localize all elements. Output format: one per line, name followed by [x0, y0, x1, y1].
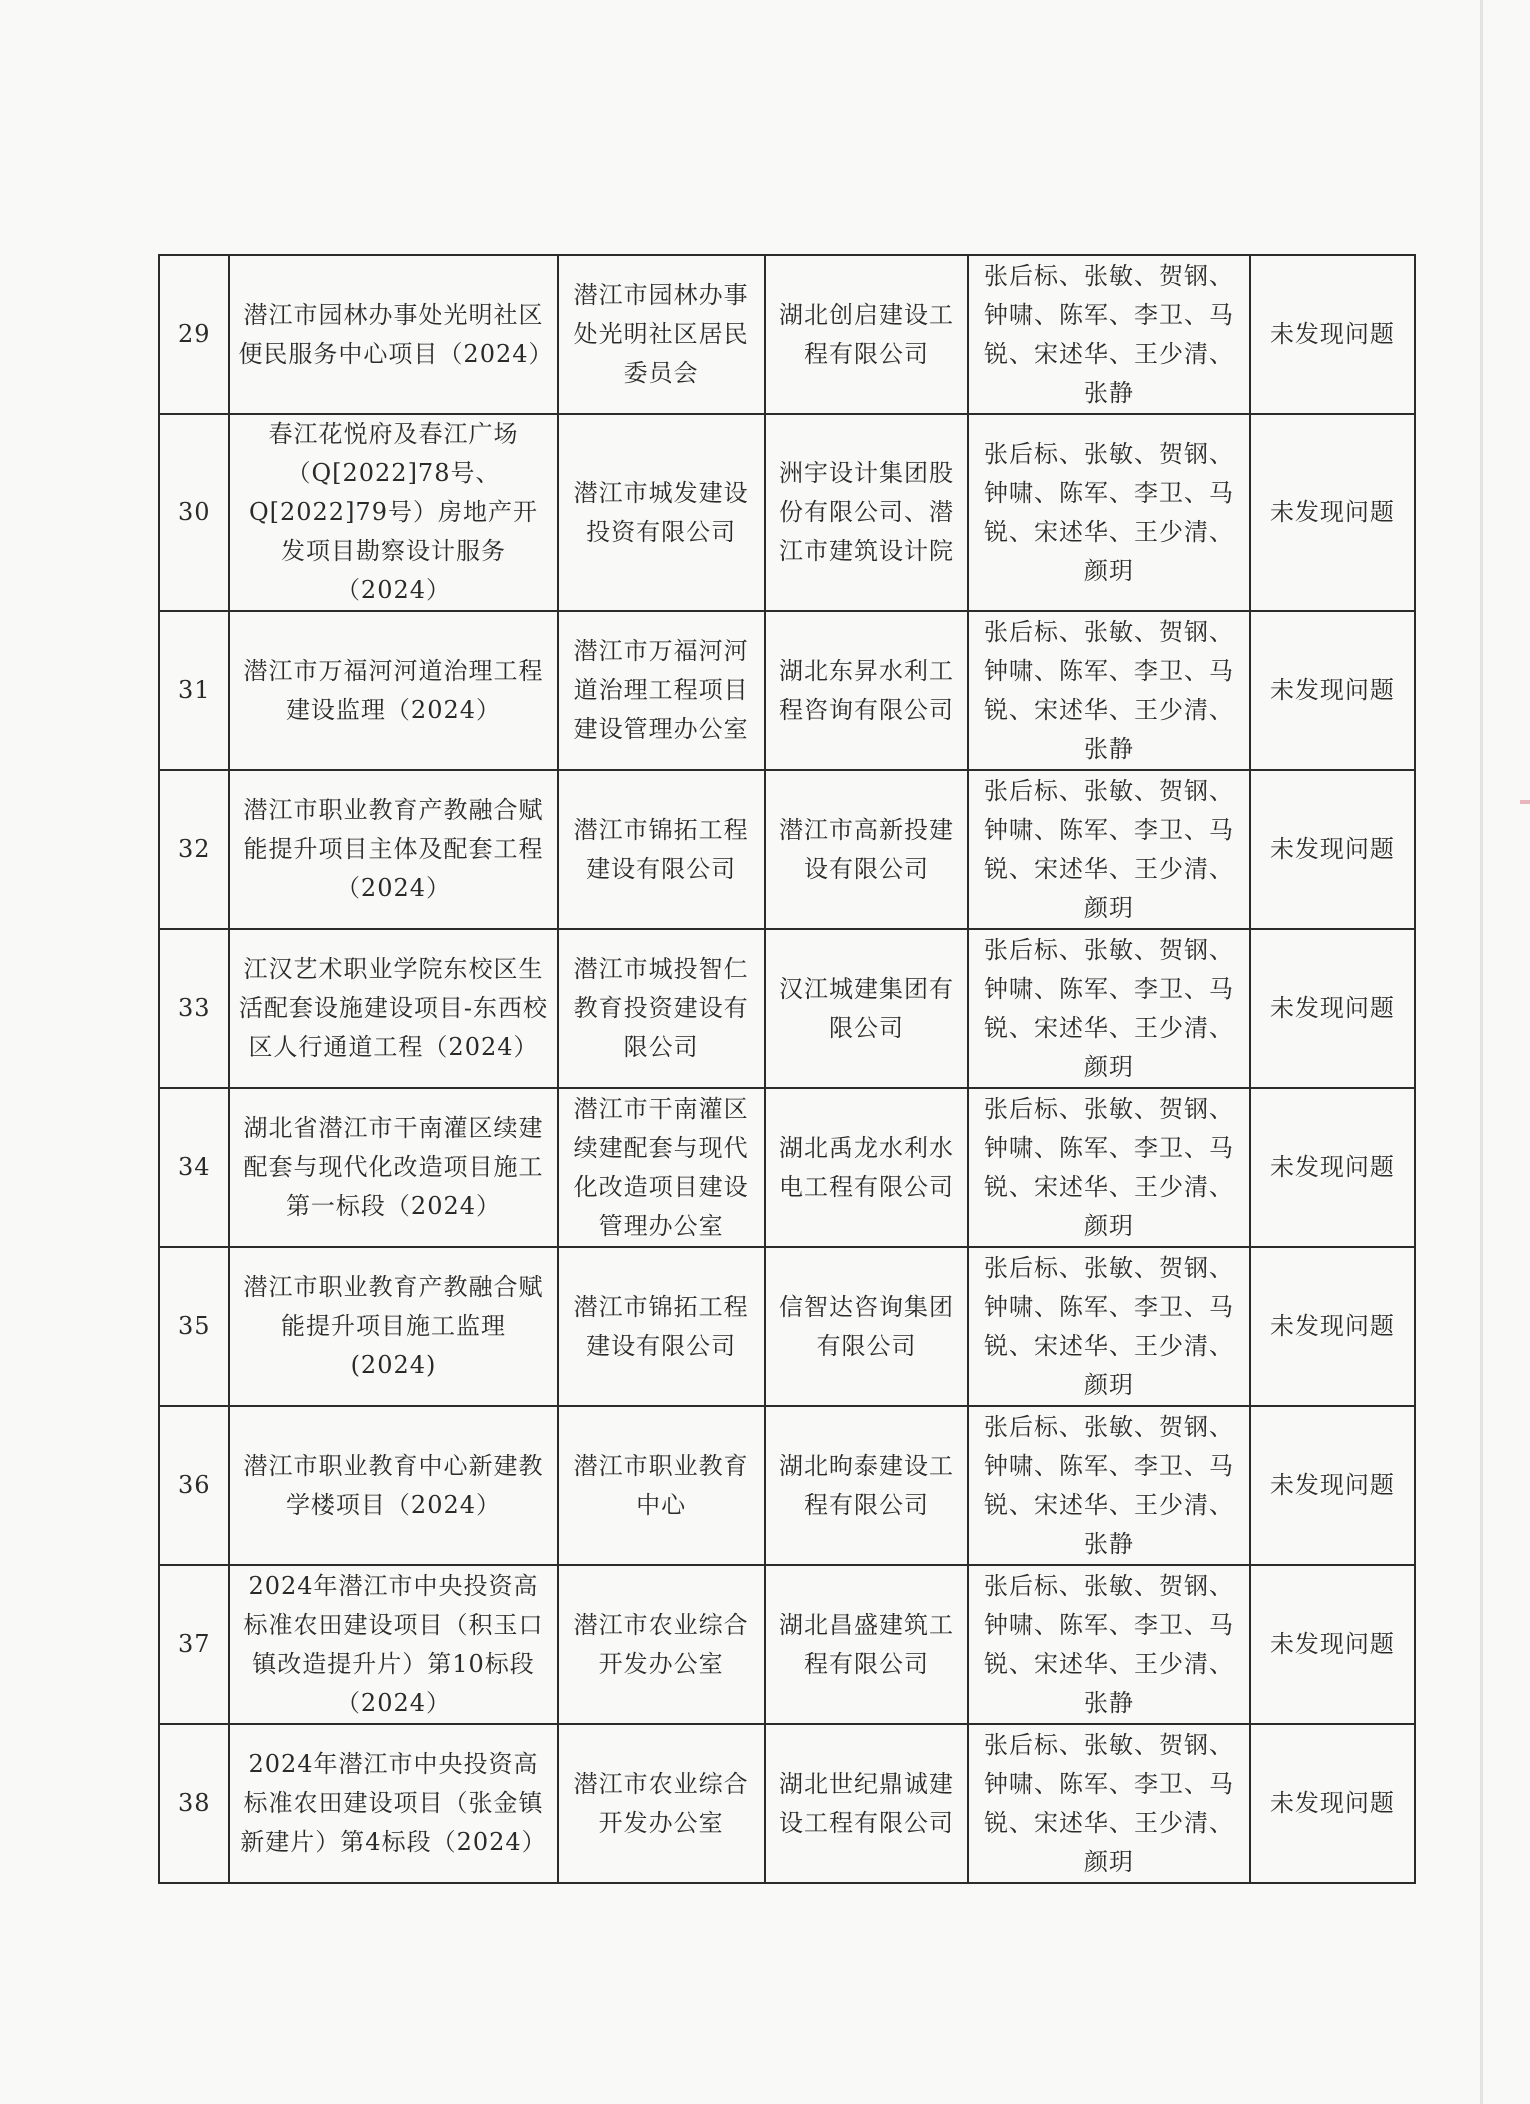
construction-unit-cell: 潜江市城发建设投资有限公司 [558, 414, 765, 611]
table-row [159, 929, 1415, 1088]
table-body [159, 255, 1415, 1883]
contractor-company-cell: 汉江城建集团有限公司 [765, 929, 968, 1088]
row-number-cell: 36 [159, 1406, 229, 1565]
inspection-staff-cell: 张后标、张敏、贺钢、钟啸、陈军、李卫、马锐、宋述华、王少清、颜玥 [968, 1088, 1250, 1247]
project-name-cell: 春江花悦府及春江广场（Q[2022]78号、Q[2022]79号）房地产开发项目勘察设计服务（2024） [229, 414, 557, 611]
inspection-result-cell: 未发现问题 [1250, 611, 1415, 770]
project-name-cell: 潜江市园林办事处光明社区便民服务中心项目（2024） [229, 255, 557, 414]
contractor-company-cell: 湖北东昇水利工程咨询有限公司 [765, 611, 968, 770]
contractor-company-cell: 湖北昌盛建筑工程有限公司 [765, 1565, 968, 1724]
inspection-staff-cell: 张后标、张敏、贺钢、钟啸、陈军、李卫、马锐、宋述华、王少清、颜玥 [968, 929, 1250, 1088]
inspection-result-cell: 未发现问题 [1250, 1406, 1415, 1565]
construction-unit-cell: 潜江市锦拓工程建设有限公司 [558, 1247, 765, 1406]
inspection-staff-cell: 张后标、张敏、贺钢、钟啸、陈军、李卫、马锐、宋述华、王少清、颜玥 [968, 770, 1250, 929]
table-row [159, 1406, 1415, 1565]
project-name-cell: 潜江市职业教育中心新建教学楼项目（2024） [229, 1406, 557, 1565]
scan-edge-line [1480, 0, 1483, 2104]
inspection-result-cell: 未发现问题 [1250, 1088, 1415, 1247]
inspection-result-cell: 未发现问题 [1250, 255, 1415, 414]
contractor-company-cell: 湖北禹龙水利水电工程有限公司 [765, 1088, 968, 1247]
construction-unit-cell: 潜江市农业综合开发办公室 [558, 1565, 765, 1724]
row-number-cell: 33 [159, 929, 229, 1088]
inspection-staff-cell: 张后标、张敏、贺钢、钟啸、陈军、李卫、马锐、宋述华、王少清、张静 [968, 255, 1250, 414]
table-row [159, 611, 1415, 770]
contractor-company-cell: 湖北创启建设工程有限公司 [765, 255, 968, 414]
inspection-result-cell: 未发现问题 [1250, 929, 1415, 1088]
contractor-company-cell: 湖北昫泰建设工程有限公司 [765, 1406, 968, 1565]
inspection-result-cell: 未发现问题 [1250, 770, 1415, 929]
inspection-result-cell: 未发现问题 [1250, 1247, 1415, 1406]
inspection-staff-cell: 张后标、张敏、贺钢、钟啸、陈军、李卫、马锐、宋述华、王少清、张静 [968, 611, 1250, 770]
construction-unit-cell: 潜江市农业综合开发办公室 [558, 1724, 765, 1883]
row-number-cell: 30 [159, 414, 229, 611]
table-row [159, 1088, 1415, 1247]
row-number-cell: 29 [159, 255, 229, 414]
row-number-cell: 37 [159, 1565, 229, 1724]
row-number-cell: 34 [159, 1088, 229, 1247]
construction-unit-cell: 潜江市锦拓工程建设有限公司 [558, 770, 765, 929]
contractor-company-cell: 洲宇设计集团股份有限公司、潜江市建筑设计院 [765, 414, 968, 611]
project-name-cell: 2024年潜江市中央投资高标准农田建设项目（张金镇新建片）第4标段（2024） [229, 1724, 557, 1883]
contractor-company-cell: 信智达咨询集团有限公司 [765, 1247, 968, 1406]
inspection-staff-cell: 张后标、张敏、贺钢、钟啸、陈军、李卫、马锐、宋述华、王少清、颜玥 [968, 414, 1250, 611]
contractor-company-cell: 湖北世纪鼎诚建设工程有限公司 [765, 1724, 968, 1883]
inspection-result-cell: 未发现问题 [1250, 1565, 1415, 1724]
row-number-cell: 31 [159, 611, 229, 770]
table-row [159, 414, 1415, 611]
construction-unit-cell: 潜江市万福河河道治理工程项目建设管理办公室 [558, 611, 765, 770]
project-name-cell: 湖北省潜江市干南灌区续建配套与现代化改造项目施工第一标段（2024） [229, 1088, 557, 1247]
table-row [159, 255, 1415, 414]
inspection-staff-cell: 张后标、张敏、贺钢、钟啸、陈军、李卫、马锐、宋述华、王少清、张静 [968, 1565, 1250, 1724]
inspection-result-cell: 未发现问题 [1250, 414, 1415, 611]
row-number-cell: 35 [159, 1247, 229, 1406]
contractor-company-cell: 潜江市高新投建设有限公司 [765, 770, 968, 929]
construction-unit-cell: 潜江市城投智仁教育投资建设有限公司 [558, 929, 765, 1088]
inspection-staff-cell: 张后标、张敏、贺钢、钟啸、陈军、李卫、马锐、宋述华、王少清、颜玥 [968, 1724, 1250, 1883]
table-row [159, 1565, 1415, 1724]
construction-unit-cell: 潜江市职业教育中心 [558, 1406, 765, 1565]
project-name-cell: 江汉艺术职业学院东校区生活配套设施建设项目-东西校区人行通道工程（2024） [229, 929, 557, 1088]
table-row [159, 1247, 1415, 1406]
construction-unit-cell: 潜江市园林办事处光明社区居民委员会 [558, 255, 765, 414]
inspection-results-table [158, 254, 1416, 1884]
project-name-cell: 潜江市职业教育产教融合赋能提升项目施工监理(2024) [229, 1247, 557, 1406]
table-row [159, 1724, 1415, 1883]
project-name-cell: 2024年潜江市中央投资高标准农田建设项目（积玉口镇改造提升片）第10标段（2024） [229, 1565, 557, 1724]
table-row [159, 770, 1415, 929]
construction-unit-cell: 潜江市干南灌区续建配套与现代化改造项目建设管理办公室 [558, 1088, 765, 1247]
row-number-cell: 32 [159, 770, 229, 929]
inspection-result-cell: 未发现问题 [1250, 1724, 1415, 1883]
inspection-staff-cell: 张后标、张敏、贺钢、钟啸、陈军、李卫、马锐、宋述华、王少清、张静 [968, 1406, 1250, 1565]
project-name-cell: 潜江市职业教育产教融合赋能提升项目主体及配套工程（2024） [229, 770, 557, 929]
inspection-staff-cell: 张后标、张敏、贺钢、钟啸、陈军、李卫、马锐、宋述华、王少清、颜玥 [968, 1247, 1250, 1406]
row-number-cell: 38 [159, 1724, 229, 1883]
project-name-cell: 潜江市万福河河道治理工程建设监理（2024） [229, 611, 557, 770]
scan-mark [1520, 800, 1530, 804]
